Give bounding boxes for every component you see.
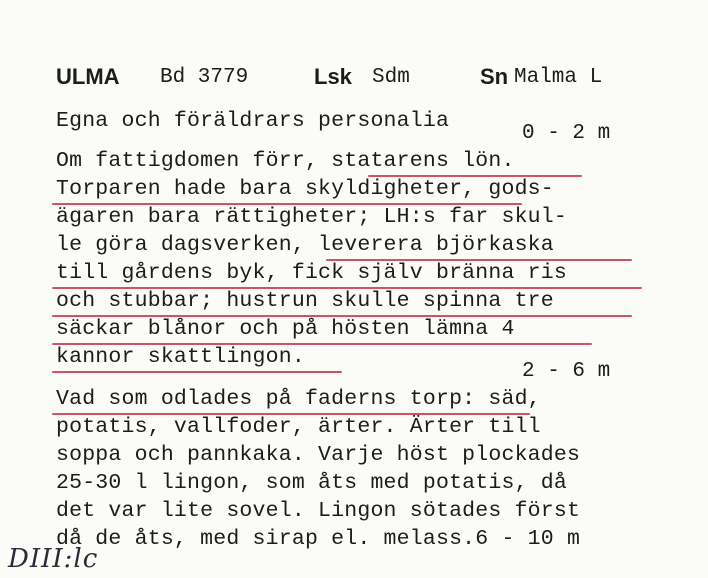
card-header — [0, 64, 708, 94]
underline-mark — [52, 287, 642, 289]
underline-mark — [52, 203, 522, 205]
text-line: till gårdens byk, fick själv bränna ris — [56, 261, 567, 285]
section-title: Egna och föräldrars personalia — [56, 109, 450, 133]
text-line: säckar blånor och på hösten lämna 4 — [56, 317, 515, 341]
text-line: Torparen hade bara skyldigheter, gods- — [56, 177, 554, 201]
time-range-1: 0 - 2 m — [522, 122, 611, 145]
place-stamp: ULMA — [56, 64, 120, 89]
text-line: Vad som odlades på faderns torp: säd, — [56, 387, 541, 411]
informant-stamp: Sn — [480, 64, 509, 89]
text-line: och stubbar; hustrun skulle spinna tre — [56, 289, 554, 313]
text-line: det var lite sovel. Lingon sötades först — [56, 499, 581, 523]
handwritten-mark: DIII:lc — [8, 544, 99, 574]
time-range-2: 2 - 6 m — [522, 360, 611, 383]
place-code: Bd 3779 — [160, 66, 249, 89]
underline-mark — [52, 315, 632, 317]
text-line: Om fattigdomen förr, statarens lön. — [56, 149, 515, 173]
parish-code: Sdm — [372, 66, 410, 89]
underline-mark — [52, 413, 530, 415]
underline-mark — [52, 371, 342, 373]
text-line: kannor skattlingon. — [56, 345, 305, 369]
text-line: soppa och pannkaka. Varje höst plockades — [56, 443, 581, 467]
parish-stamp: Lsk — [314, 64, 352, 89]
text-line: potatis, vallfoder, ärter. Ärter till — [56, 415, 541, 439]
text-line: då de åts, med sirap el. melass.6 - 10 m — [56, 527, 581, 551]
text-line: 25-30 l lingon, som åts med potatis, då — [56, 471, 567, 495]
text-line: le göra dagsverken, leverera björkaska — [56, 233, 554, 257]
underline-mark — [326, 259, 632, 261]
informant-value: Malma L — [514, 66, 603, 89]
underline-mark — [52, 343, 592, 345]
text-line: ägaren bara rättigheter; LH:s far skul- — [56, 205, 567, 229]
underline-mark — [368, 175, 582, 177]
